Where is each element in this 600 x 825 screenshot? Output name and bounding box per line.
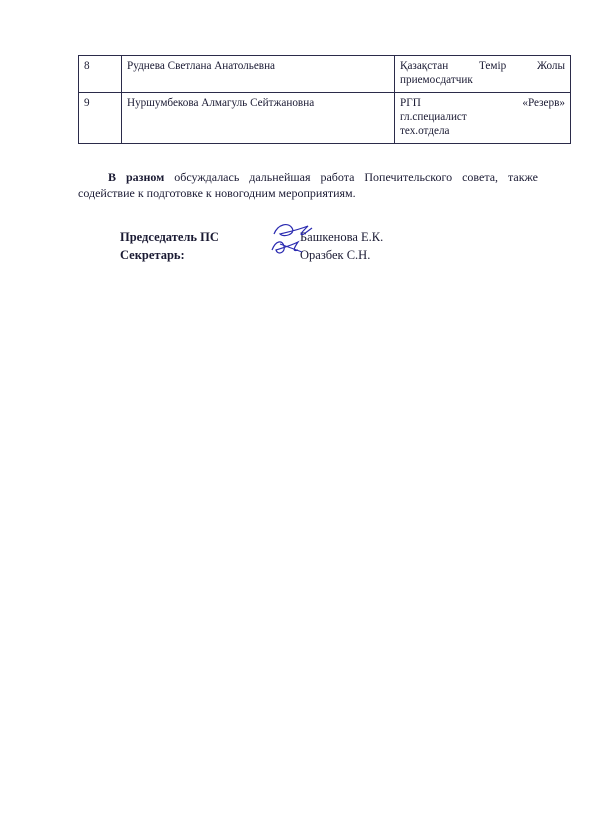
signature-role: Председатель ПС <box>120 229 219 244</box>
row-number: 9 <box>79 92 122 143</box>
row-name: Нуршумбекова Алмагуль Сейтжановна <box>122 92 395 143</box>
paragraph-lead: В разном <box>108 169 165 184</box>
signature-block <box>78 228 538 264</box>
participants-table <box>78 55 571 144</box>
organization-word: Жолы <box>536 60 565 72</box>
organization-role: приемосдатчик <box>400 74 473 87</box>
organization-role: гл.специалист <box>400 110 467 123</box>
organization-line <box>400 96 565 110</box>
organization-word: РГП <box>400 96 421 109</box>
row-name: Руднева Светлана Анатольевна <box>122 56 395 93</box>
organization-line <box>400 59 565 73</box>
table-row <box>79 92 571 143</box>
signature-row <box>120 228 538 246</box>
signature-name: Оразбек С.Н. <box>300 247 371 262</box>
organization-word: Қазақстан <box>400 60 449 72</box>
row-organization <box>395 56 571 93</box>
signature-row <box>120 246 538 264</box>
organization-word: «Резерв» <box>522 96 565 109</box>
signature-name: Башкенова Е.К. <box>300 229 384 244</box>
table-row <box>79 56 571 93</box>
signature-role: Секретарь: <box>120 247 185 262</box>
body-paragraph <box>78 169 538 202</box>
paragraph-text: обсуждалась дальнейшая работа Попечительского совета, также содействие к подготовке к новогодним мероприятиям. <box>78 169 539 201</box>
row-number: 8 <box>79 56 122 93</box>
organization-word: Темір <box>479 60 507 72</box>
row-organization <box>395 92 571 143</box>
organization-department: тех.отдела <box>400 125 450 138</box>
